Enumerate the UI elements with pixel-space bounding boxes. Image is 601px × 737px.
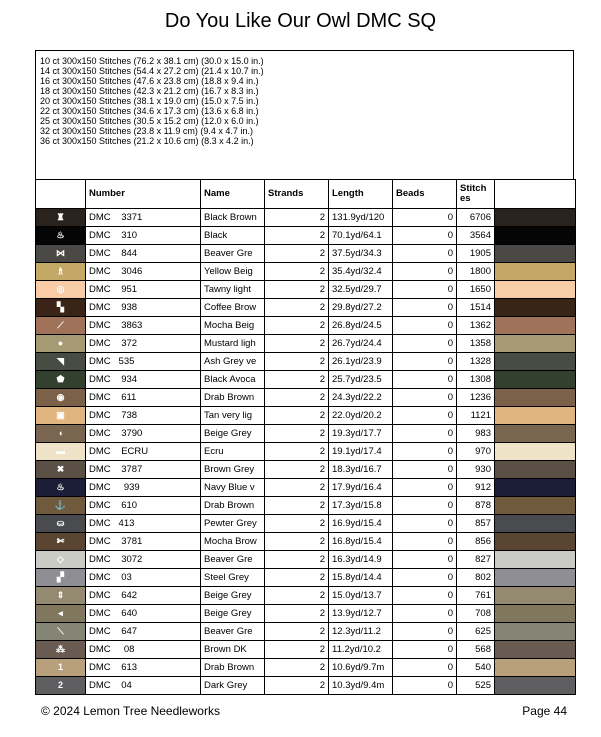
beads-cell: 0 xyxy=(393,587,457,605)
stitches-cell: 761 xyxy=(457,587,495,605)
length-cell: 25.7yd/23.5 xyxy=(329,371,393,389)
symbol-icon: ⬟ xyxy=(36,371,86,389)
header-strands: Strands xyxy=(265,180,329,209)
thread-number: DMC 04 xyxy=(86,677,201,695)
thread-number: DMC 535 xyxy=(86,353,201,371)
length-cell: 15.8yd/14.4 xyxy=(329,569,393,587)
table-row xyxy=(36,587,576,605)
length-cell: 12.3yd/11.2 xyxy=(329,623,393,641)
symbol-icon: ⚓ xyxy=(36,497,86,515)
thread-name: Brown DK xyxy=(201,641,265,659)
length-cell: 70.1yd/64.1 xyxy=(329,227,393,245)
color-swatch xyxy=(495,245,576,263)
color-swatch xyxy=(495,335,576,353)
thread-name: Pewter Grey xyxy=(201,515,265,533)
stitches-cell: 708 xyxy=(457,605,495,623)
thread-name: Beaver Gre xyxy=(201,623,265,641)
stitches-cell: 6706 xyxy=(457,209,495,227)
thread-name: Brown Grey xyxy=(201,461,265,479)
strands-cell: 2 xyxy=(265,407,329,425)
beads-cell: 0 xyxy=(393,461,457,479)
color-swatch xyxy=(495,389,576,407)
thread-name: Beige Grey xyxy=(201,425,265,443)
table-row xyxy=(36,515,576,533)
table-row xyxy=(36,281,576,299)
fabric-sizes-box xyxy=(35,50,574,179)
table-row xyxy=(36,551,576,569)
length-cell: 17.9yd/16.4 xyxy=(329,479,393,497)
beads-cell: 0 xyxy=(393,641,457,659)
length-cell: 26.8yd/24.5 xyxy=(329,317,393,335)
beads-cell: 0 xyxy=(393,605,457,623)
color-swatch xyxy=(495,407,576,425)
thread-number: DMC 3790 xyxy=(86,425,201,443)
beads-cell: 0 xyxy=(393,659,457,677)
table-row xyxy=(36,425,576,443)
thread-name: Tan very lig xyxy=(201,407,265,425)
strands-cell: 2 xyxy=(265,461,329,479)
thread-name: Beige Grey xyxy=(201,587,265,605)
stitches-cell: 568 xyxy=(457,641,495,659)
symbol-icon: ✄ xyxy=(36,533,86,551)
stitches-cell: 1800 xyxy=(457,263,495,281)
length-cell: 131.9yd/120 xyxy=(329,209,393,227)
beads-cell: 0 xyxy=(393,569,457,587)
thread-number: DMC 310 xyxy=(86,227,201,245)
symbol-icon: ♨ xyxy=(36,479,86,497)
thread-number: DMC 611 xyxy=(86,389,201,407)
strands-cell: 2 xyxy=(265,515,329,533)
thread-name: Drab Brown xyxy=(201,659,265,677)
thread-name: Dark Grey xyxy=(201,677,265,695)
strands-cell: 2 xyxy=(265,587,329,605)
beads-cell: 0 xyxy=(393,245,457,263)
stitches-cell: 983 xyxy=(457,425,495,443)
length-cell: 37.5yd/34.3 xyxy=(329,245,393,263)
header-beads: Beads xyxy=(393,180,457,209)
table-row xyxy=(36,443,576,461)
color-swatch xyxy=(495,551,576,569)
page-number: Page 44 xyxy=(522,704,567,718)
beads-cell: 0 xyxy=(393,515,457,533)
stitches-cell: 540 xyxy=(457,659,495,677)
length-cell: 32.5yd/29.7 xyxy=(329,281,393,299)
fabric-size-line: 36 ct 300x150 Stitches (21.2 x 10.6 cm) (8.3 x 4.2 in.) xyxy=(40,136,254,146)
thread-name: Tawny light xyxy=(201,281,265,299)
beads-cell: 0 xyxy=(393,281,457,299)
thread-number: DMC 951 xyxy=(86,281,201,299)
symbol-icon: ♗ xyxy=(36,263,86,281)
symbol-icon: ♜ xyxy=(36,209,86,227)
table-row xyxy=(36,641,576,659)
color-swatch xyxy=(495,227,576,245)
table-row xyxy=(36,335,576,353)
thread-number: DMC 640 xyxy=(86,605,201,623)
header-symbol xyxy=(36,180,86,209)
thread-name: Beaver Gre xyxy=(201,245,265,263)
beads-cell: 0 xyxy=(393,623,457,641)
color-swatch xyxy=(495,677,576,695)
symbol-icon: ● xyxy=(36,335,86,353)
stitches-cell: 1358 xyxy=(457,335,495,353)
table-row xyxy=(36,209,576,227)
beads-cell: 0 xyxy=(393,389,457,407)
length-cell: 19.1yd/17.4 xyxy=(329,443,393,461)
length-cell: 26.7yd/24.4 xyxy=(329,335,393,353)
header-swatch xyxy=(495,180,576,209)
strands-cell: 2 xyxy=(265,227,329,245)
thread-number: DMC ECRU xyxy=(86,443,201,461)
length-cell: 11.2yd/10.2 xyxy=(329,641,393,659)
beads-cell: 0 xyxy=(393,317,457,335)
strands-cell: 2 xyxy=(265,317,329,335)
thread-number: DMC 738 xyxy=(86,407,201,425)
length-cell: 16.8yd/15.4 xyxy=(329,533,393,551)
table-row xyxy=(36,317,576,335)
strands-cell: 2 xyxy=(265,533,329,551)
thread-number: DMC 08 xyxy=(86,641,201,659)
stitches-cell: 1650 xyxy=(457,281,495,299)
thread-number: DMC 844 xyxy=(86,245,201,263)
symbol-icon: ▚ xyxy=(36,299,86,317)
strands-cell: 2 xyxy=(265,551,329,569)
table-row xyxy=(36,461,576,479)
strands-cell: 2 xyxy=(265,677,329,695)
table-row xyxy=(36,407,576,425)
thread-name: Black xyxy=(201,227,265,245)
table-row xyxy=(36,389,576,407)
strands-cell: 2 xyxy=(265,641,329,659)
strands-cell: 2 xyxy=(265,497,329,515)
stitches-cell: 1308 xyxy=(457,371,495,389)
table-row xyxy=(36,677,576,695)
thread-number: DMC 413 xyxy=(86,515,201,533)
length-cell: 10.3yd/9.4m xyxy=(329,677,393,695)
color-swatch xyxy=(495,569,576,587)
symbol-icon: ⟋ xyxy=(36,317,86,335)
color-swatch xyxy=(495,479,576,497)
thread-number: DMC 3371 xyxy=(86,209,201,227)
strands-cell: 2 xyxy=(265,425,329,443)
symbol-icon: ◇ xyxy=(36,551,86,569)
symbol-icon: ▣ xyxy=(36,407,86,425)
table-header-row xyxy=(36,180,576,209)
thread-number: DMC 372 xyxy=(86,335,201,353)
thread-name: Drab Brown xyxy=(201,497,265,515)
strands-cell: 2 xyxy=(265,245,329,263)
strands-cell: 2 xyxy=(265,623,329,641)
stitches-cell: 970 xyxy=(457,443,495,461)
fabric-size-line: 22 ct 300x150 Stitches (34.6 x 17.3 cm) (13.6 x 6.8 in.) xyxy=(40,106,259,116)
header-stitches: Stitch es xyxy=(457,180,495,209)
stitches-cell: 930 xyxy=(457,461,495,479)
thread-name: Beige Grey xyxy=(201,605,265,623)
color-swatch xyxy=(495,497,576,515)
table-row xyxy=(36,479,576,497)
beads-cell: 0 xyxy=(393,299,457,317)
stitches-cell: 856 xyxy=(457,533,495,551)
color-swatch xyxy=(495,209,576,227)
color-swatch xyxy=(495,641,576,659)
thread-name: Mocha Beig xyxy=(201,317,265,335)
strands-cell: 2 xyxy=(265,569,329,587)
color-swatch xyxy=(495,371,576,389)
symbol-icon: ◂ xyxy=(36,605,86,623)
thread-number: DMC 3787 xyxy=(86,461,201,479)
fabric-size-line: 32 ct 300x150 Stitches (23.8 x 11.9 cm) (9.4 x 4.7 in.) xyxy=(40,126,253,136)
thread-name: Coffee Brow xyxy=(201,299,265,317)
beads-cell: 0 xyxy=(393,497,457,515)
thread-table xyxy=(35,179,576,695)
length-cell: 13.9yd/12.7 xyxy=(329,605,393,623)
table-row xyxy=(36,299,576,317)
color-swatch xyxy=(495,659,576,677)
thread-number: DMC 3781 xyxy=(86,533,201,551)
stitches-cell: 1236 xyxy=(457,389,495,407)
thread-number: DMC 642 xyxy=(86,587,201,605)
beads-cell: 0 xyxy=(393,227,457,245)
strands-cell: 2 xyxy=(265,389,329,407)
fabric-size-line: 10 ct 300x150 Stitches (76.2 x 38.1 cm) (30.0 x 15.0 in.) xyxy=(40,56,264,66)
stitches-cell: 827 xyxy=(457,551,495,569)
color-swatch xyxy=(495,533,576,551)
header-length: Length xyxy=(329,180,393,209)
header-name: Name xyxy=(201,180,265,209)
table-row xyxy=(36,605,576,623)
symbol-icon: ✖ xyxy=(36,461,86,479)
symbol-icon: ♨ xyxy=(36,227,86,245)
color-swatch xyxy=(495,425,576,443)
copyright-text: © 2024 Lemon Tree Needleworks xyxy=(41,704,220,718)
thread-number: DMC 3072 xyxy=(86,551,201,569)
beads-cell: 0 xyxy=(393,551,457,569)
table-row xyxy=(36,497,576,515)
symbol-icon: ◖ xyxy=(36,425,86,443)
symbol-icon: ⟍ xyxy=(36,623,86,641)
page-title: Do You Like Our Owl DMC SQ xyxy=(164,10,437,32)
thread-name: Black Brown xyxy=(201,209,265,227)
table-row xyxy=(36,371,576,389)
length-cell: 16.3yd/14.9 xyxy=(329,551,393,569)
stitches-cell: 912 xyxy=(457,479,495,497)
beads-cell: 0 xyxy=(393,263,457,281)
table-row xyxy=(36,533,576,551)
length-cell: 26.1yd/23.9 xyxy=(329,353,393,371)
stitches-cell: 525 xyxy=(457,677,495,695)
strands-cell: 2 xyxy=(265,209,329,227)
thread-number: DMC 939 xyxy=(86,479,201,497)
thread-name: Navy Blue v xyxy=(201,479,265,497)
table-row xyxy=(36,569,576,587)
symbol-icon: ◉ xyxy=(36,389,86,407)
fabric-size-line: 14 ct 300x150 Stitches (54.4 x 27.2 cm) (21.4 x 10.7 in.) xyxy=(40,66,264,76)
length-cell: 19.3yd/17.7 xyxy=(329,425,393,443)
length-cell: 29.8yd/27.2 xyxy=(329,299,393,317)
stitches-cell: 857 xyxy=(457,515,495,533)
thread-number: DMC 610 xyxy=(86,497,201,515)
fabric-size-line: 16 ct 300x150 Stitches (47.6 x 23.8 cm) (18.8 x 9.4 in.) xyxy=(40,76,259,86)
strands-cell: 2 xyxy=(265,479,329,497)
thread-name: Black Avoca xyxy=(201,371,265,389)
stitches-cell: 1121 xyxy=(457,407,495,425)
header-number: Number xyxy=(86,180,201,209)
thread-name: Drab Brown xyxy=(201,389,265,407)
strands-cell: 2 xyxy=(265,281,329,299)
length-cell: 35.4yd/32.4 xyxy=(329,263,393,281)
beads-cell: 0 xyxy=(393,407,457,425)
symbol-icon: ⋈ xyxy=(36,245,86,263)
strands-cell: 2 xyxy=(265,605,329,623)
thread-number: DMC 03 xyxy=(86,569,201,587)
symbol-icon: 2 xyxy=(36,677,86,695)
color-swatch xyxy=(495,461,576,479)
table-row xyxy=(36,245,576,263)
thread-name: Mocha Brow xyxy=(201,533,265,551)
symbol-icon: ⇕ xyxy=(36,587,86,605)
strands-cell: 2 xyxy=(265,299,329,317)
length-cell: 16.9yd/15.4 xyxy=(329,515,393,533)
strands-cell: 2 xyxy=(265,659,329,677)
length-cell: 22.0yd/20.2 xyxy=(329,407,393,425)
thread-number: DMC 938 xyxy=(86,299,201,317)
strands-cell: 2 xyxy=(265,443,329,461)
thread-name: Mustard ligh xyxy=(201,335,265,353)
table-row xyxy=(36,353,576,371)
thread-number: DMC 613 xyxy=(86,659,201,677)
symbol-icon: ▞ xyxy=(36,569,86,587)
color-swatch xyxy=(495,587,576,605)
stitches-cell: 802 xyxy=(457,569,495,587)
thread-name: Beaver Gre xyxy=(201,551,265,569)
color-swatch xyxy=(495,605,576,623)
strands-cell: 2 xyxy=(265,335,329,353)
color-swatch xyxy=(495,299,576,317)
color-swatch xyxy=(495,317,576,335)
table-row xyxy=(36,227,576,245)
table-row xyxy=(36,623,576,641)
symbol-icon: 1 xyxy=(36,659,86,677)
length-cell: 10.6yd/9.7m xyxy=(329,659,393,677)
stitches-cell: 1905 xyxy=(457,245,495,263)
symbol-icon: ⁂ xyxy=(36,641,86,659)
length-cell: 17.3yd/15.8 xyxy=(329,497,393,515)
stitches-cell: 878 xyxy=(457,497,495,515)
length-cell: 15.0yd/13.7 xyxy=(329,587,393,605)
color-swatch xyxy=(495,515,576,533)
beads-cell: 0 xyxy=(393,353,457,371)
thread-name: Ecru xyxy=(201,443,265,461)
color-swatch xyxy=(495,443,576,461)
fabric-size-line: 18 ct 300x150 Stitches (42.3 x 21.2 cm) (16.7 x 8.3 in.) xyxy=(40,86,259,96)
beads-cell: 0 xyxy=(393,335,457,353)
table-row xyxy=(36,659,576,677)
color-swatch xyxy=(495,353,576,371)
stitches-cell: 3564 xyxy=(457,227,495,245)
strands-cell: 2 xyxy=(265,353,329,371)
strands-cell: 2 xyxy=(265,371,329,389)
color-swatch xyxy=(495,623,576,641)
thread-name: Steel Grey xyxy=(201,569,265,587)
beads-cell: 0 xyxy=(393,371,457,389)
color-swatch xyxy=(495,281,576,299)
stitches-cell: 1328 xyxy=(457,353,495,371)
stitches-cell: 1362 xyxy=(457,317,495,335)
thread-number: DMC 3046 xyxy=(86,263,201,281)
length-cell: 24.3yd/22.2 xyxy=(329,389,393,407)
symbol-icon: ◎ xyxy=(36,281,86,299)
thread-number: DMC 3863 xyxy=(86,317,201,335)
symbol-icon: ◥ xyxy=(36,353,86,371)
symbol-icon: ⛀ xyxy=(36,515,86,533)
beads-cell: 0 xyxy=(393,209,457,227)
thread-number: DMC 934 xyxy=(86,371,201,389)
beads-cell: 0 xyxy=(393,425,457,443)
beads-cell: 0 xyxy=(393,533,457,551)
stitches-cell: 625 xyxy=(457,623,495,641)
thread-name: Yellow Beig xyxy=(201,263,265,281)
strands-cell: 2 xyxy=(265,263,329,281)
length-cell: 18.3yd/16.7 xyxy=(329,461,393,479)
thread-name: Ash Grey ve xyxy=(201,353,265,371)
beads-cell: 0 xyxy=(393,443,457,461)
beads-cell: 0 xyxy=(393,479,457,497)
stitches-cell: 1514 xyxy=(457,299,495,317)
table-row xyxy=(36,263,576,281)
symbol-icon: ▬ xyxy=(36,443,86,461)
color-swatch xyxy=(495,263,576,281)
thread-number: DMC 647 xyxy=(86,623,201,641)
fabric-size-line: 20 ct 300x150 Stitches (38.1 x 19.0 cm) (15.0 x 7.5 in.) xyxy=(40,96,259,106)
beads-cell: 0 xyxy=(393,677,457,695)
fabric-size-line: 25 ct 300x150 Stitches (30.5 x 15.2 cm) (12.0 x 6.0 in.) xyxy=(40,116,259,126)
